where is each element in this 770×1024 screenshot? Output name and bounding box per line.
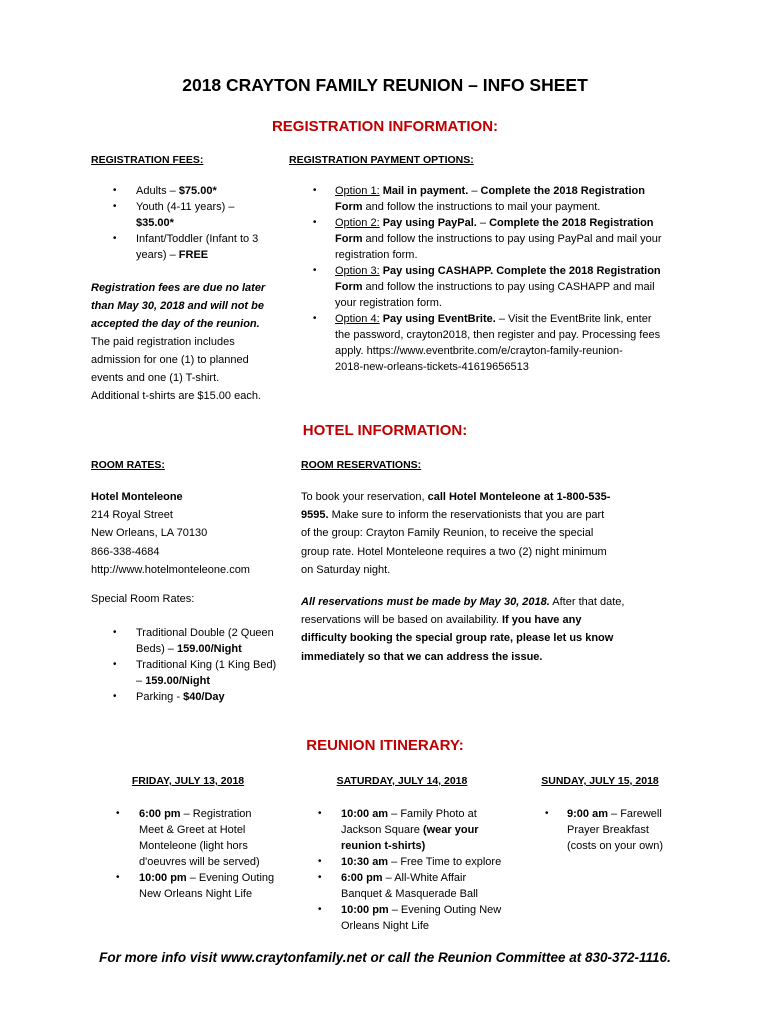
- page-title: 2018 CRAYTON FAMILY REUNION – INFO SHEET: [182, 75, 588, 95]
- note-line: Registration fees are due no later: [91, 282, 266, 294]
- payment-option-2: [313, 215, 662, 231]
- fee-amount: $35.00*: [136, 217, 174, 229]
- event-item: [318, 870, 501, 886]
- option-2-cont2: registration form.: [335, 249, 418, 261]
- event-desc: – Free Time to explore: [388, 856, 502, 868]
- bullet-icon: •: [318, 808, 322, 819]
- room-reservations-header: ROOM RESERVATIONS:: [301, 459, 422, 471]
- dash: –: [468, 185, 481, 197]
- note-line: admission for one (1) to planned: [91, 354, 249, 366]
- event-item: [545, 806, 663, 822]
- event-time: 6:00 pm: [139, 808, 181, 820]
- friday-events: [116, 806, 274, 902]
- hotel-heading: HOTEL INFORMATION:: [302, 422, 468, 439]
- rate-parking: [113, 689, 276, 705]
- event-item: [116, 870, 274, 886]
- bullet-icon: •: [313, 185, 317, 196]
- sunday-events: [545, 806, 663, 854]
- rate-label: Traditional Double (2 Queen: [136, 627, 274, 639]
- deadline-bold: If you have any: [501, 614, 582, 627]
- day-saturday-header: SATURDAY, JULY 14, 2018: [336, 775, 468, 787]
- option-text: and follow the instructions to pay using CASHAPP and mail: [362, 281, 655, 293]
- deadline-text: reservations will be based on availability.: [301, 614, 502, 627]
- res-text: To book your reservation,: [301, 491, 428, 503]
- res-text: Make sure to inform the reservationists that you are part: [328, 509, 605, 522]
- res-text: group rate. Hotel Monteleone requires a two (2) night minimum: [301, 545, 607, 558]
- bullet-icon: •: [113, 201, 117, 212]
- option-3-cont2: your registration form.: [335, 297, 442, 309]
- event-desc: – All-White Affair: [382, 872, 467, 884]
- option-method: Pay using CASHAPP.: [379, 265, 494, 277]
- form-word: Form: [335, 201, 363, 213]
- event-desc: (costs on your own): [567, 840, 663, 852]
- option-label: Option 1:: [335, 185, 380, 197]
- option-text: and follow the instructions to mail your payment.: [362, 201, 601, 213]
- saturday-events: [318, 806, 501, 934]
- special-rates-label: Special Room Rates:: [91, 593, 195, 605]
- res-phone: 9595.: [301, 509, 329, 522]
- event-desc: Banquet & Masquerade Ball: [341, 888, 478, 900]
- option-instruction: Visit the EventBrite link, enter: [508, 313, 652, 325]
- fee-youth: [113, 199, 258, 215]
- hotel-phone: 866-338-4684: [91, 545, 160, 558]
- fee-infant-cont: [136, 247, 258, 263]
- reservation-deadline: [301, 593, 624, 666]
- bullet-icon: •: [113, 659, 117, 670]
- rate-double-cont: [136, 641, 276, 657]
- form-word: Form: [335, 281, 363, 293]
- reservation-instructions: [301, 488, 610, 579]
- event-desc: – Registration: [180, 808, 252, 820]
- option-label: Option 3:: [335, 265, 380, 277]
- option-instruction: Complete the 2018 Registration: [496, 265, 661, 277]
- event-time: 10:00 am: [341, 808, 389, 820]
- event-desc: – Evening Outing New: [388, 904, 502, 916]
- event-time: 10:00 pm: [341, 904, 389, 916]
- event-desc: d'oeuvres will be served): [139, 856, 260, 868]
- deadline-bold: difficulty booking the special group rate, please let us know: [301, 632, 614, 645]
- bullet-icon: •: [545, 808, 549, 819]
- dash: –: [495, 313, 509, 325]
- event-desc: – Family Photo at: [388, 808, 477, 820]
- fees-note: [91, 279, 265, 405]
- bullet-icon: •: [113, 627, 117, 638]
- eventbrite-link[interactable]: apply. https://www.eventbrite.com/e/crayton-family-reunion-: [335, 345, 623, 357]
- day-friday-header: FRIDAY, JULY 13, 2018: [131, 775, 245, 787]
- payment-option-4: [313, 311, 662, 327]
- rate-king-cont: [136, 673, 276, 689]
- bullet-icon: •: [318, 856, 322, 867]
- event-desc: – Farewell: [607, 808, 662, 820]
- footer-contact: For more info visit www.craytonfamily.net or call the Reunion Committee at 830-372-1116.: [99, 950, 671, 965]
- deadline-rest: After that date,: [549, 596, 625, 608]
- form-word: Form: [335, 233, 363, 245]
- event-note: (wear your: [422, 824, 479, 836]
- fee-amount: $75.00*: [178, 185, 217, 197]
- bullet-icon: •: [116, 808, 120, 819]
- event-time: 9:00 am: [567, 808, 608, 820]
- registration-payment-header: REGISTRATION PAYMENT OPTIONS:: [289, 154, 474, 166]
- bullet-icon: •: [313, 265, 317, 276]
- note-line: accepted the day of the reunion.: [91, 318, 260, 330]
- option-instruction: Complete the 2018 Registration: [489, 217, 654, 229]
- fee-infant: [113, 231, 258, 247]
- event-desc: New Orleans Night Life: [139, 888, 253, 900]
- option-3-cont: [335, 279, 662, 295]
- rate-label: Parking -: [136, 691, 184, 703]
- dash: –: [476, 217, 490, 229]
- event-item: [318, 902, 501, 918]
- event-item: [116, 806, 274, 822]
- event-time: 6:00 pm: [341, 872, 383, 884]
- option-method: Pay using PayPal.: [379, 217, 477, 229]
- event-desc: Monteleone (light hors: [139, 840, 248, 852]
- event-desc: Jackson Square: [341, 824, 423, 836]
- option-instruction: Complete the 2018 Registration: [480, 185, 645, 197]
- eventbrite-link-cont[interactable]: 2018-new-orleans-tickets-41619656513: [335, 361, 529, 373]
- bullet-icon: •: [313, 217, 317, 228]
- res-phone: call Hotel Monteleone at 1-800-535-: [427, 491, 611, 503]
- event-note: reunion t-shirts): [341, 840, 426, 852]
- room-rates-header: ROOM RATES:: [91, 459, 165, 471]
- event-desc: Orleans Night Life: [341, 920, 430, 932]
- note-line: The paid registration includes: [91, 336, 235, 348]
- bullet-icon: •: [113, 233, 117, 244]
- rate-price: 159.00/Night: [176, 643, 242, 655]
- payment-option-3: [313, 263, 662, 279]
- bullet-icon: •: [116, 872, 120, 883]
- option-label: Option 2:: [335, 217, 380, 229]
- res-text: of the group: Crayton Family Reunion, to receive the special: [301, 527, 594, 540]
- rate-price: 159.00/Night: [145, 675, 210, 687]
- registration-fees-header: REGISTRATION FEES:: [91, 154, 204, 166]
- bullet-icon: •: [113, 185, 117, 196]
- deadline-text: All reservations must be made by May 30, 2018.: [301, 596, 550, 608]
- rate-label: Traditional King (1 King Bed): [136, 659, 277, 671]
- day-sunday-header: SUNDAY, JULY 15, 2018: [541, 775, 659, 787]
- hotel-url-link[interactable]: http://www.hotelmonteleone.com: [91, 563, 250, 576]
- fee-label: Adults –: [136, 185, 179, 197]
- fee-amount: FREE: [178, 249, 209, 261]
- fee-label: years) –: [136, 249, 179, 261]
- note-line: events and one (1) T-shirt.: [91, 372, 220, 384]
- hotel-address-block: [91, 488, 250, 579]
- option-label: Option 4:: [335, 313, 380, 325]
- bullet-icon: •: [318, 872, 322, 883]
- fees-list: [113, 183, 258, 263]
- hotel-name: Hotel Monteleone: [91, 491, 183, 503]
- event-time: 10:00 pm: [139, 872, 187, 884]
- special-rates-list: [113, 625, 276, 705]
- option-method: Mail in payment.: [379, 185, 469, 197]
- event-desc: Meet & Greet at Hotel: [139, 824, 246, 836]
- deadline-bold: immediately so that we can address the issue.: [301, 650, 543, 663]
- hotel-address-city: New Orleans, LA 70130: [91, 527, 208, 540]
- rate-label: –: [136, 675, 146, 687]
- note-line: Additional t-shirts are $15.00 each.: [91, 390, 261, 402]
- option-4-cont: the password, crayton2018, then register and pay. Processing fees: [335, 329, 661, 341]
- payment-option-1: [313, 183, 662, 199]
- rate-double: [113, 625, 276, 641]
- bullet-icon: •: [313, 313, 317, 324]
- registration-heading: REGISTRATION INFORMATION:: [271, 118, 499, 135]
- note-line: than May 30, 2018 and will not be: [91, 300, 264, 312]
- payment-options-list: [313, 183, 662, 375]
- bullet-icon: •: [113, 691, 117, 702]
- event-time: 10:30 am: [341, 856, 389, 868]
- rate-label: Beds) –: [136, 643, 177, 655]
- res-text: on Saturday night.: [301, 563, 391, 576]
- event-item: [318, 854, 501, 870]
- rate-king: [113, 657, 276, 673]
- option-2-cont: [335, 231, 662, 247]
- event-desc: Prayer Breakfast: [567, 824, 649, 836]
- option-1-cont: [335, 199, 662, 215]
- itinerary-heading: REUNION ITINERARY:: [306, 737, 464, 754]
- option-text: and follow the instructions to pay using PayPal and mail your: [362, 233, 662, 245]
- bullet-icon: •: [318, 904, 322, 915]
- event-desc: – Evening Outing: [186, 872, 275, 884]
- rate-price: $40/Day: [183, 691, 225, 703]
- option-method: Pay using EventBrite.: [379, 313, 496, 325]
- fee-adults: [113, 183, 258, 199]
- fee-label: Youth (4-11 years) –: [136, 201, 235, 213]
- hotel-address-street: 214 Royal Street: [91, 509, 173, 522]
- event-item: [318, 806, 501, 822]
- fee-label: Infant/Toddler (Infant to 3: [136, 233, 259, 245]
